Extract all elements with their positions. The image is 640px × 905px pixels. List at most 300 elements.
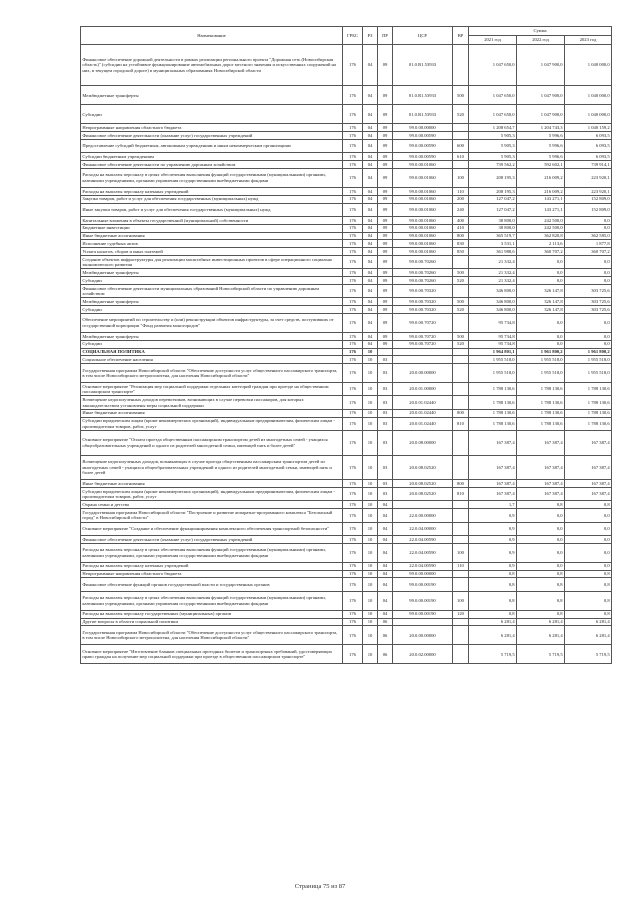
table-row bbox=[81, 340, 612, 348]
cell-2023: 0,0 bbox=[565, 543, 612, 562]
cell-2022: 0,0 bbox=[517, 277, 565, 285]
cell-grbs: 176 bbox=[343, 431, 363, 456]
cell-csr: 22.0.04.00590 bbox=[393, 543, 453, 562]
cell-2023: 5 719,5 bbox=[565, 645, 612, 664]
cell-grbs: 176 bbox=[343, 195, 363, 203]
cell-2021: 21 332,4 bbox=[469, 255, 517, 268]
cell-name: Финансовое обеспечение деятельности (оказание услуг) государственных учреждений bbox=[81, 132, 343, 140]
cell-2023: 0,8 bbox=[565, 570, 612, 578]
cell-grbs: 176 bbox=[343, 562, 363, 570]
cell-pr: 09 bbox=[378, 340, 393, 348]
table-row bbox=[81, 105, 612, 124]
cell-2023: 0,0 bbox=[565, 224, 612, 232]
cell-rz: 10 bbox=[363, 431, 378, 456]
cell-2022: 167 387,4 bbox=[517, 488, 565, 501]
table-row bbox=[81, 255, 612, 268]
cell-2023: 223 920,1 bbox=[565, 187, 612, 195]
cell-2023: 6 281,4 bbox=[565, 626, 612, 645]
table-row bbox=[81, 455, 612, 480]
cell-csr: 99.0.00.01060 bbox=[393, 187, 453, 195]
cell-vr: 810 bbox=[453, 417, 469, 430]
cell-name: Финансовое обеспечение деятельности по управлению дорожным хозяйством bbox=[81, 161, 343, 169]
cell-csr: 99.0.00.01060 bbox=[393, 168, 453, 187]
cell-2023: 360 707,2 bbox=[565, 248, 612, 256]
cell-pr: 04 bbox=[378, 570, 393, 578]
cell-csr: 22.0.04.00000 bbox=[393, 522, 453, 535]
col-rz-header: РЗ bbox=[363, 27, 378, 45]
cell-2023: 6 093,5 bbox=[565, 139, 612, 152]
cell-pr: 09 bbox=[378, 216, 393, 224]
cell-pr: 04 bbox=[378, 578, 393, 591]
cell-grbs: 176 bbox=[343, 313, 363, 332]
cell-csr: 99.0.00.70260 bbox=[393, 269, 453, 277]
table-row bbox=[81, 86, 612, 105]
cell-name: Капитальные вложения в объекты государственной (муниципальной) собственности bbox=[81, 216, 343, 224]
cell-csr bbox=[393, 501, 453, 509]
cell-grbs: 176 bbox=[343, 578, 363, 591]
cell-name: Субсидии бюджетным учреждениям bbox=[81, 153, 343, 161]
cell-csr: 99.0.00.70320 bbox=[393, 306, 453, 314]
cell-csr bbox=[393, 618, 453, 626]
cell-grbs: 176 bbox=[343, 105, 363, 124]
cell-csr: 99.0.00.70720 bbox=[393, 340, 453, 348]
cell-csr: 99.0.00.00190 bbox=[393, 578, 453, 591]
cell-grbs: 176 bbox=[343, 132, 363, 140]
cell-2022: 0,0 bbox=[517, 340, 565, 348]
cell-grbs: 176 bbox=[343, 645, 363, 664]
cell-2022: 0,0 bbox=[517, 536, 565, 544]
cell-vr: 810 bbox=[453, 488, 469, 501]
cell-rz: 04 bbox=[363, 216, 378, 224]
cell-2023: 6 281,4 bbox=[565, 618, 612, 626]
cell-grbs: 176 bbox=[343, 488, 363, 501]
cell-2021: 1 788 130,6 bbox=[469, 409, 517, 417]
cell-vr bbox=[453, 161, 469, 169]
cell-name: Обеспечение мероприятий по строительству и (или) реконструкции объектов инфраструктуры, за счет средств, поступивших от государственной корпорации "Фонд развития моногородов" bbox=[81, 313, 343, 332]
col-year-2023-header: 2023 год bbox=[565, 36, 612, 45]
cell-rz: 10 bbox=[363, 618, 378, 626]
table-body bbox=[81, 45, 612, 664]
cell-2022: 0,0 bbox=[517, 269, 565, 277]
cell-csr: 20.0.08.00000 bbox=[393, 431, 453, 456]
cell-2022: 0,8 bbox=[517, 610, 565, 618]
cell-pr: 03 bbox=[378, 431, 393, 456]
cell-2022: 5 996,6 bbox=[517, 139, 565, 152]
cell-rz: 10 bbox=[363, 396, 378, 409]
cell-name: Иные бюджетные ассигнования bbox=[81, 480, 343, 488]
cell-2021: 38 800,0 bbox=[469, 224, 517, 232]
table-row bbox=[81, 645, 612, 664]
table-row bbox=[81, 269, 612, 277]
cell-csr: 20.0.08.02520 bbox=[393, 480, 453, 488]
cell-2022: 216 009,2 bbox=[517, 168, 565, 187]
cell-2021: 361 988,6 bbox=[469, 248, 517, 256]
cell-pr bbox=[378, 348, 393, 356]
cell-name: Субсидии юридическим лицам (кроме некоммерческих организаций), индивидуальным предпринимателям, физическим лицам - производителям товаров, работ, услуг bbox=[81, 488, 343, 501]
cell-vr: 520 bbox=[453, 277, 469, 285]
cell-grbs: 176 bbox=[343, 409, 363, 417]
cell-name: Финансовое обеспечение дорожной деятельности в рамках реализации регионального проекта "Дорожная сеть (Новосибирская область)" (субсидии на устойчивое функционирование автомобильных дорог местного значения и искусственных сооружений на них, в текущем городской дороге) в муниципальных образованиях Новосибирской области bbox=[81, 45, 343, 86]
col-year-2022-header: 2022 год bbox=[517, 36, 565, 45]
cell-vr bbox=[453, 578, 469, 591]
cell-rz: 04 bbox=[363, 255, 378, 268]
cell-csr: 20.0.01.02440 bbox=[393, 417, 453, 430]
table-row bbox=[81, 578, 612, 591]
cell-rz: 04 bbox=[363, 224, 378, 232]
table-row bbox=[81, 618, 612, 626]
cell-2022: 0,0 bbox=[517, 313, 565, 332]
cell-vr bbox=[453, 509, 469, 522]
cell-2023: 1 955 518,0 bbox=[565, 356, 612, 364]
cell-name: Финансовое обеспечение функций органов государственной власти и государственных органов bbox=[81, 578, 343, 591]
cell-pr: 09 bbox=[378, 306, 393, 314]
cell-2023: 1 788 130,6 bbox=[565, 396, 612, 409]
cell-pr: 09 bbox=[378, 248, 393, 256]
cell-name: Непрограммные направления областного бюджета bbox=[81, 570, 343, 578]
cell-pr: 03 bbox=[378, 356, 393, 364]
cell-rz: 04 bbox=[363, 240, 378, 248]
cell-vr bbox=[453, 383, 469, 396]
cell-vr bbox=[453, 255, 469, 268]
table-row bbox=[81, 409, 612, 417]
cell-csr: 99.0.00.01060 bbox=[393, 248, 453, 256]
cell-pr: 09 bbox=[378, 224, 393, 232]
cell-2023: 0,0 bbox=[565, 332, 612, 340]
col-name-header: Наименование bbox=[81, 27, 343, 45]
cell-name: Расходы на выплаты персоналу казенных учреждений bbox=[81, 562, 343, 570]
cell-2021: 0,8 bbox=[469, 570, 517, 578]
cell-grbs: 176 bbox=[343, 618, 363, 626]
cell-name: Субсидии bbox=[81, 277, 343, 285]
cell-rz: 04 bbox=[363, 132, 378, 140]
cell-rz: 10 bbox=[363, 364, 378, 383]
cell-grbs: 176 bbox=[343, 570, 363, 578]
cell-csr: 99.0.00.70720 bbox=[393, 313, 453, 332]
cell-name: Субсидии юридическим лицам (кроме некоммерческих организаций), индивидуальным предпринимателям, физическим лицам - производителям товаров, работ, услуг bbox=[81, 417, 343, 430]
cell-csr: 20.0.08.02520 bbox=[393, 455, 453, 480]
cell-2023: 0,0 bbox=[565, 313, 612, 332]
cell-2022: 143 271,1 bbox=[517, 195, 565, 203]
cell-rz: 04 bbox=[363, 195, 378, 203]
cell-name: Уплата налогов, сборов и иных платежей bbox=[81, 248, 343, 256]
cell-vr: 100 bbox=[453, 591, 469, 610]
cell-name: Расходы на выплаты персоналу государственных (муниципальных) органов bbox=[81, 610, 343, 618]
table-row bbox=[81, 168, 612, 187]
cell-pr: 09 bbox=[378, 313, 393, 332]
cell-2022: 0,0 bbox=[517, 255, 565, 268]
cell-pr: 04 bbox=[378, 562, 393, 570]
cell-vr bbox=[453, 570, 469, 578]
cell-pr: 03 bbox=[378, 364, 393, 383]
cell-rz: 04 bbox=[363, 340, 378, 348]
cell-rz: 04 bbox=[363, 187, 378, 195]
cell-csr: 20.0.00.00000 bbox=[393, 364, 453, 383]
cell-vr: 830 bbox=[453, 240, 469, 248]
cell-2022: 1 047 900,0 bbox=[517, 86, 565, 105]
cell-pr: 03 bbox=[378, 396, 393, 409]
cell-vr bbox=[453, 645, 469, 664]
cell-name: Социальное обеспечение населения bbox=[81, 356, 343, 364]
cell-2023: 739 914,1 bbox=[565, 161, 612, 169]
cell-2023: 0,0 bbox=[565, 340, 612, 348]
cell-rz: 10 bbox=[363, 488, 378, 501]
cell-2022: 6 281,4 bbox=[517, 626, 565, 645]
cell-name: Предоставление субсидий бюджетным, автономным учреждениям и иным некоммерческим организациям bbox=[81, 139, 343, 152]
cell-2023: 1 040 159,2 bbox=[565, 124, 612, 132]
cell-2021: 1 047 650,0 bbox=[469, 45, 517, 86]
cell-csr: 99.0.00.01060 bbox=[393, 195, 453, 203]
cell-csr: 01.0.R1.53933 bbox=[393, 45, 453, 86]
cell-2022: 1 961 800,2 bbox=[517, 348, 565, 356]
cell-2022: 1 047 900,0 bbox=[517, 105, 565, 124]
table-row bbox=[81, 240, 612, 248]
cell-vr: 200 bbox=[453, 195, 469, 203]
cell-csr: 99.0.00.70260 bbox=[393, 255, 453, 268]
table-row bbox=[81, 543, 612, 562]
cell-vr: 800 bbox=[453, 232, 469, 240]
cell-vr bbox=[453, 618, 469, 626]
cell-grbs: 176 bbox=[343, 455, 363, 480]
cell-rz: 04 bbox=[363, 203, 378, 216]
cell-2023: 167 387,4 bbox=[565, 431, 612, 456]
cell-grbs: 176 bbox=[343, 255, 363, 268]
cell-grbs: 176 bbox=[343, 224, 363, 232]
cell-rz: 10 bbox=[363, 543, 378, 562]
cell-pr: 09 bbox=[378, 86, 393, 105]
cell-2021: 6 281,4 bbox=[469, 618, 517, 626]
cell-name: Основное мероприятие "Создание и обеспечение функционирования комплексного обеспечения транспортной безопасности" bbox=[81, 522, 343, 535]
cell-2022: 167 387,4 bbox=[517, 431, 565, 456]
cell-2021: 1 955 518,0 bbox=[469, 356, 517, 364]
cell-2022: 360 707,2 bbox=[517, 248, 565, 256]
cell-pr: 03 bbox=[378, 455, 393, 480]
table-row bbox=[81, 570, 612, 578]
cell-pr: 09 bbox=[378, 168, 393, 187]
cell-2023: 1 788 130,6 bbox=[565, 383, 612, 396]
cell-2022: 0,8 bbox=[517, 591, 565, 610]
cell-vr bbox=[453, 45, 469, 86]
cell-2023: 0,0 bbox=[565, 255, 612, 268]
cell-2021: 5 719,5 bbox=[469, 645, 517, 664]
cell-2021: 1 788 130,6 bbox=[469, 383, 517, 396]
cell-2022: 1 204 743,3 bbox=[517, 124, 565, 132]
cell-rz: 10 bbox=[363, 570, 378, 578]
table-row bbox=[81, 124, 612, 132]
table-row bbox=[81, 356, 612, 364]
cell-grbs: 176 bbox=[343, 591, 363, 610]
cell-name: Расходы на выплаты персоналу в целях обеспечения выполнения функций государственными (муниципальными) органами, казенными учреждениями, органами управления государственными внебюджетными фондами bbox=[81, 543, 343, 562]
cell-grbs: 176 bbox=[343, 298, 363, 306]
cell-rz: 04 bbox=[363, 153, 378, 161]
cell-csr: 99.0.00.01060 bbox=[393, 224, 453, 232]
cell-rz: 04 bbox=[363, 232, 378, 240]
cell-2021: 3 531,1 bbox=[469, 240, 517, 248]
cell-2022: 5 996,6 bbox=[517, 132, 565, 140]
cell-2021: 167 387,4 bbox=[469, 480, 517, 488]
cell-grbs: 176 bbox=[343, 232, 363, 240]
cell-pr: 09 bbox=[378, 240, 393, 248]
cell-2022: 1 788 130,6 bbox=[517, 409, 565, 417]
cell-pr: 09 bbox=[378, 332, 393, 340]
cell-rz: 10 bbox=[363, 455, 378, 480]
cell-name: Иные бюджетные ассигнования bbox=[81, 232, 343, 240]
cell-rz: 10 bbox=[363, 522, 378, 535]
cell-2023: 0,0 bbox=[565, 536, 612, 544]
cell-2021: 1 047 650,0 bbox=[469, 105, 517, 124]
cell-2021: 0,9 bbox=[469, 509, 517, 522]
cell-csr: 20.0.01.02440 bbox=[393, 409, 453, 417]
col-sums-header: Сумма bbox=[469, 27, 612, 36]
cell-csr bbox=[393, 356, 453, 364]
cell-grbs: 176 bbox=[343, 348, 363, 356]
cell-name: Государственная программа Новосибирской области "Обеспечение доступности услуг общественного пассажирского транспорта, в том числе Новосибирского метрополитена, для населения Новосибирской области" bbox=[81, 626, 343, 645]
cell-rz: 04 bbox=[363, 313, 378, 332]
cell-vr: 850 bbox=[453, 248, 469, 256]
cell-pr: 06 bbox=[378, 626, 393, 645]
table-row bbox=[81, 610, 612, 618]
cell-2022: 0,0 bbox=[517, 562, 565, 570]
table-row bbox=[81, 153, 612, 161]
table-row bbox=[81, 284, 612, 297]
cell-name: Субсидии bbox=[81, 105, 343, 124]
cell-name: Субсидии bbox=[81, 340, 343, 348]
cell-grbs: 176 bbox=[343, 509, 363, 522]
cell-2023: 303 725,6 bbox=[565, 284, 612, 297]
cell-2021: 0,9 bbox=[469, 522, 517, 535]
cell-csr: 01.0.R1.53933 bbox=[393, 86, 453, 105]
cell-grbs: 176 bbox=[343, 396, 363, 409]
cell-pr: 09 bbox=[378, 105, 393, 124]
cell-vr: 410 bbox=[453, 224, 469, 232]
cell-pr: 09 bbox=[378, 298, 393, 306]
table-header bbox=[81, 27, 612, 45]
cell-2023: 0,0 bbox=[565, 509, 612, 522]
cell-csr: 22.0.04.00590 bbox=[393, 536, 453, 544]
cell-2023: 167 387,4 bbox=[565, 488, 612, 501]
cell-name: Охрана семьи и детства bbox=[81, 501, 343, 509]
cell-grbs: 176 bbox=[343, 501, 363, 509]
table-row bbox=[81, 591, 612, 610]
table-row bbox=[81, 306, 612, 314]
cell-pr: 03 bbox=[378, 488, 393, 501]
cell-rz: 04 bbox=[363, 269, 378, 277]
cell-rz: 10 bbox=[363, 509, 378, 522]
cell-2022: 0,8 bbox=[517, 570, 565, 578]
cell-2022: 362 820,8 bbox=[517, 232, 565, 240]
cell-2021: 1 955 518,0 bbox=[469, 364, 517, 383]
cell-csr: 20.0.00.00000 bbox=[393, 626, 453, 645]
cell-name: Создание объектов инфраструктуры для реализации масштабных инвестиционных проектов в сфере операционного социально экономического развития bbox=[81, 255, 343, 268]
cell-2023: 1 040 000,0 bbox=[565, 86, 612, 105]
cell-grbs: 176 bbox=[343, 522, 363, 535]
cell-2023: 0,8 bbox=[565, 501, 612, 509]
cell-rz: 04 bbox=[363, 105, 378, 124]
cell-2022: 1 788 130,6 bbox=[517, 383, 565, 396]
cell-rz: 10 bbox=[363, 591, 378, 610]
cell-pr: 06 bbox=[378, 618, 393, 626]
cell-2023: 223 920,1 bbox=[565, 168, 612, 187]
cell-name: Межбюджетные трансферты bbox=[81, 298, 343, 306]
cell-csr: 22.0.00.00000 bbox=[393, 509, 453, 522]
cell-rz: 04 bbox=[363, 139, 378, 152]
cell-grbs: 176 bbox=[343, 332, 363, 340]
cell-2023: 6 093,5 bbox=[565, 153, 612, 161]
cell-csr: 20.0.08.02520 bbox=[393, 488, 453, 501]
cell-2022: 167 387,4 bbox=[517, 480, 565, 488]
cell-vr bbox=[453, 626, 469, 645]
cell-grbs: 176 bbox=[343, 187, 363, 195]
cell-2023: 0,8 bbox=[565, 591, 612, 610]
cell-csr: 99.0.00.01060 bbox=[393, 203, 453, 216]
cell-2021: 5 905,3 bbox=[469, 132, 517, 140]
cell-csr: 99.0.00.00000 bbox=[393, 124, 453, 132]
cell-grbs: 176 bbox=[343, 480, 363, 488]
cell-grbs: 176 bbox=[343, 417, 363, 430]
table-row bbox=[81, 195, 612, 203]
cell-2022: 326 147,8 bbox=[517, 306, 565, 314]
cell-name: Межбюджетные трансферты bbox=[81, 269, 343, 277]
cell-csr: 99.0.00.70320 bbox=[393, 298, 453, 306]
cell-grbs: 176 bbox=[343, 626, 363, 645]
cell-vr: 520 bbox=[453, 306, 469, 314]
cell-rz: 10 bbox=[363, 417, 378, 430]
cell-grbs: 176 bbox=[343, 284, 363, 297]
cell-2021: 346 800,0 bbox=[469, 306, 517, 314]
cell-2023: 303 725,6 bbox=[565, 298, 612, 306]
table-row bbox=[81, 509, 612, 522]
cell-grbs: 176 bbox=[343, 139, 363, 152]
cell-vr bbox=[453, 313, 469, 332]
cell-2021: 1 047 650,0 bbox=[469, 86, 517, 105]
cell-pr: 09 bbox=[378, 161, 393, 169]
cell-grbs: 176 bbox=[343, 216, 363, 224]
cell-2022: 0,0 bbox=[517, 509, 565, 522]
cell-csr: 99.0.00.01060 bbox=[393, 216, 453, 224]
cell-rz: 10 bbox=[363, 383, 378, 396]
cell-2021: 0,9 bbox=[469, 536, 517, 544]
cell-2021: 95 734,8 bbox=[469, 340, 517, 348]
table-row bbox=[81, 562, 612, 570]
cell-rz: 10 bbox=[363, 356, 378, 364]
cell-vr: 800 bbox=[453, 480, 469, 488]
cell-2022: 167 387,4 bbox=[517, 455, 565, 480]
cell-2022: 242 500,0 bbox=[517, 224, 565, 232]
cell-pr: 04 bbox=[378, 522, 393, 535]
cell-grbs: 176 bbox=[343, 364, 363, 383]
cell-2023: 167 387,4 bbox=[565, 455, 612, 480]
cell-2022: 326 147,8 bbox=[517, 284, 565, 297]
cell-rz: 10 bbox=[363, 562, 378, 570]
cell-2023: 152 809,0 bbox=[565, 195, 612, 203]
table-row bbox=[81, 396, 612, 409]
col-year-2021-header: 2021 год bbox=[469, 36, 517, 45]
cell-pr: 09 bbox=[378, 124, 393, 132]
cell-vr bbox=[453, 455, 469, 480]
cell-name: Закупка товаров, работ и услуг для обеспечения государственных (муниципальных) нужд bbox=[81, 195, 343, 203]
cell-2021: 167 387,4 bbox=[469, 431, 517, 456]
cell-csr: 99.0.00.00590 bbox=[393, 153, 453, 161]
cell-2021: 346 800,0 bbox=[469, 298, 517, 306]
cell-2021: 5 905,3 bbox=[469, 153, 517, 161]
cell-csr: 99.0.00.70720 bbox=[393, 332, 453, 340]
cell-2022: 1 788 130,6 bbox=[517, 396, 565, 409]
cell-2023: 0,8 bbox=[565, 578, 612, 591]
cell-grbs: 176 bbox=[343, 86, 363, 105]
cell-2022: 326 147,8 bbox=[517, 298, 565, 306]
cell-grbs: 176 bbox=[343, 306, 363, 314]
cell-grbs: 176 bbox=[343, 45, 363, 86]
cell-2022: 5 719,5 bbox=[517, 645, 565, 664]
